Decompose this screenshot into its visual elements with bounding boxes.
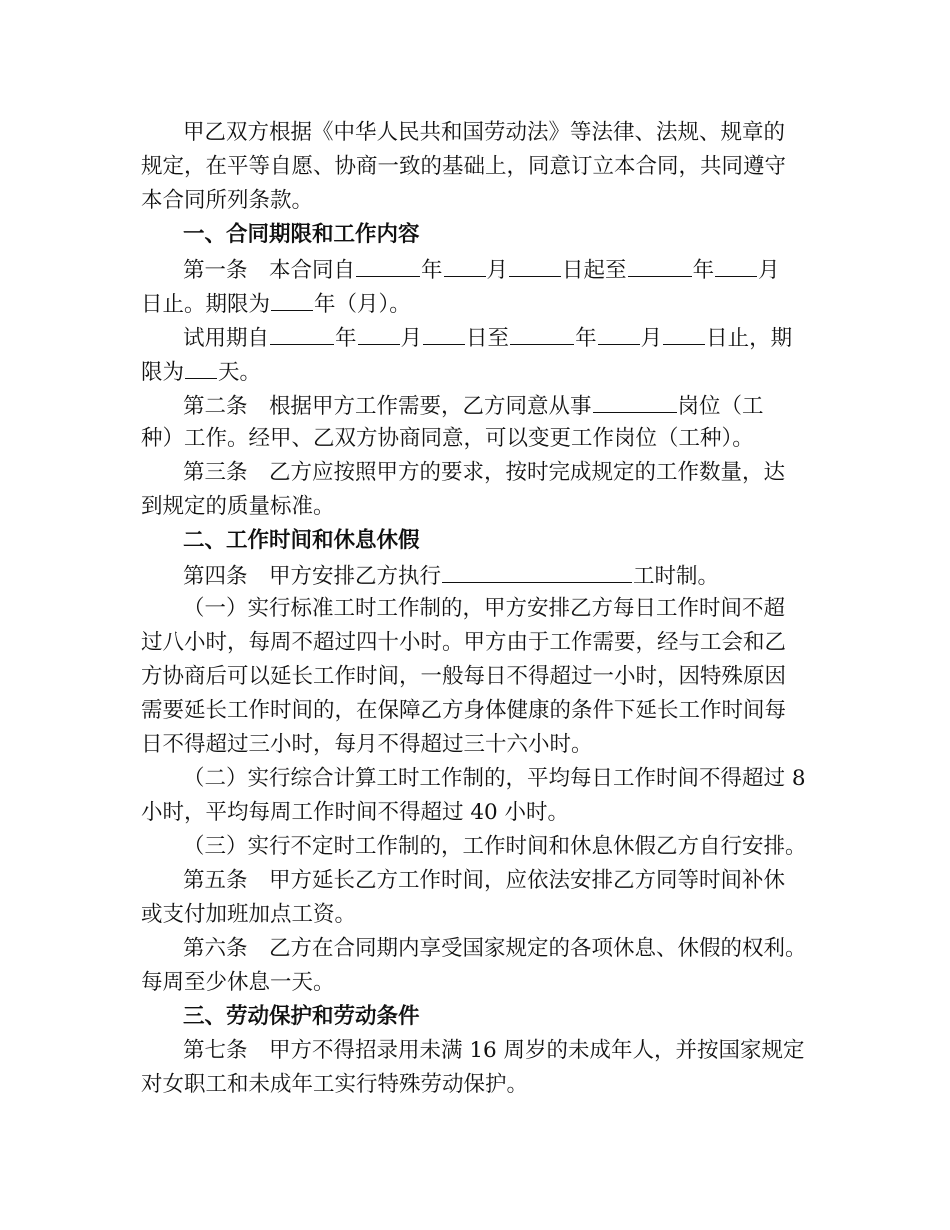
month-label-2: 月 bbox=[758, 258, 780, 283]
clause-1-line-2: 过八小时，每周不超过四十小时。甲方由于工作需要，经与工会和乙 bbox=[141, 630, 787, 655]
probation-end-day-blank[interactable] bbox=[663, 320, 705, 345]
article-4-line-1 bbox=[183, 558, 719, 592]
article-4-text: 第四条 甲方安排乙方执行 bbox=[183, 564, 442, 589]
clause-1-line-5: 日不得超过三小时，每月不得超过三十六小时。 bbox=[141, 732, 593, 757]
term-unit-label: 年（月）。 bbox=[314, 292, 411, 317]
year-label-2: 年 bbox=[692, 258, 715, 283]
article-3-line-2: 到规定的质量标准。 bbox=[141, 494, 335, 519]
probation-line-1 bbox=[183, 320, 792, 354]
clause-1-line-4: 需要延长工作时间的，在保障乙方身体健康的条件下延长工作时间每 bbox=[141, 698, 787, 723]
article-5-line-2: 或支付加班加点工资。 bbox=[141, 902, 357, 927]
probation-line-2 bbox=[141, 354, 261, 388]
term-label: 日止。期限为 bbox=[141, 292, 271, 317]
article-1-text: 第一条 本合同自 bbox=[183, 258, 356, 283]
article-1-line-2 bbox=[141, 286, 411, 320]
probation-end-month-blank[interactable] bbox=[598, 320, 640, 345]
clause-3-line-1: （三）实行不定时工作制的，工作时间和休息休假乙方自行安排。 bbox=[183, 834, 807, 859]
article-6-line-2: 每周至少休息一天。 bbox=[141, 970, 335, 995]
year-label: 年 bbox=[421, 258, 443, 283]
article-2-line-1 bbox=[183, 388, 764, 422]
start-day-blank[interactable] bbox=[509, 252, 561, 277]
article-1-line-1 bbox=[183, 252, 780, 286]
preamble-line-1: 甲乙双方根据《中华人民共和国劳动法》等法律、法规、规章的 bbox=[183, 120, 786, 145]
clause-1-line-1: （一）实行标准工时工作制的，甲方安排乙方每日工作时间不超 bbox=[183, 596, 786, 621]
section-heading-1: 一、合同期限和工作内容 bbox=[183, 222, 420, 247]
article-3-line-1: 第三条 乙方应按照甲方的要求，按时完成规定的工作数量，达 bbox=[183, 460, 786, 485]
probation-label: 试用期自 bbox=[183, 326, 270, 351]
clause-2-line-1: （二）实行综合计算工时工作制的，平均每日工作时间不得超过 8 bbox=[183, 766, 806, 791]
end-year-blank[interactable] bbox=[628, 252, 692, 277]
work-hours-system-blank[interactable] bbox=[442, 558, 632, 583]
month-label: 月 bbox=[486, 258, 509, 283]
position-label: 岗位（工 bbox=[677, 394, 764, 419]
probation-start-day-blank[interactable] bbox=[423, 320, 465, 345]
preamble-line-2: 规定，在平等自愿、协商一致的基础上，同意订立本合同，共同遵守 bbox=[141, 154, 787, 179]
probation-start-year-blank[interactable] bbox=[270, 320, 334, 345]
clause-2-line-2: 小时，平均每周工作时间不得超过 40 小时。 bbox=[141, 800, 570, 825]
year-label-4: 年 bbox=[575, 326, 597, 351]
month-label-4: 月 bbox=[640, 326, 663, 351]
work-hours-system-label: 工时制。 bbox=[633, 564, 720, 589]
year-label-3: 年 bbox=[335, 326, 357, 351]
day-to-label-2: 日至 bbox=[466, 326, 510, 351]
start-month-blank[interactable] bbox=[444, 252, 486, 277]
article-2-text: 第二条 根据甲方工作需要，乙方同意从事 bbox=[183, 394, 592, 419]
day-to-label: 日起至 bbox=[562, 258, 627, 283]
article-5-line-1: 第五条 甲方延长乙方工作时间，应依法安排乙方同等时间补休 bbox=[183, 868, 786, 893]
probation-days-blank[interactable] bbox=[185, 354, 217, 379]
probation-start-month-blank[interactable] bbox=[358, 320, 400, 345]
days-label: 天。 bbox=[218, 360, 262, 385]
month-label-3: 月 bbox=[400, 326, 423, 351]
article-7-line-1: 第七条 甲方不得招录用未满 16 周岁的未成年人，并按国家规定 bbox=[183, 1038, 805, 1063]
preamble-line-3: 本合同所列条款。 bbox=[141, 188, 314, 213]
position-blank[interactable] bbox=[593, 388, 677, 413]
term-years-blank[interactable] bbox=[271, 286, 313, 311]
day-end-label: 日止，期 bbox=[706, 326, 793, 351]
probation-end-year-blank[interactable] bbox=[510, 320, 574, 345]
article-7-line-2: 对女职工和未成年工实行特殊劳动保护。 bbox=[141, 1072, 529, 1097]
probation-term-label: 限为 bbox=[141, 360, 185, 385]
article-2-line-2: 种）工作。经甲、乙双方协商同意，可以变更工作岗位（工种）。 bbox=[141, 426, 754, 451]
clause-1-line-3: 方协商后可以延长工作时间，一般每日不得超过一小时，因特殊原因 bbox=[141, 664, 787, 689]
section-heading-3: 三、劳动保护和劳动条件 bbox=[183, 1004, 420, 1029]
end-month-blank[interactable] bbox=[715, 252, 757, 277]
start-year-blank[interactable] bbox=[356, 252, 420, 277]
article-6-line-1: 第六条 乙方在合同期内享受国家规定的各项休息、休假的权利。 bbox=[183, 936, 807, 961]
section-heading-2: 二、工作时间和休息休假 bbox=[183, 528, 420, 553]
